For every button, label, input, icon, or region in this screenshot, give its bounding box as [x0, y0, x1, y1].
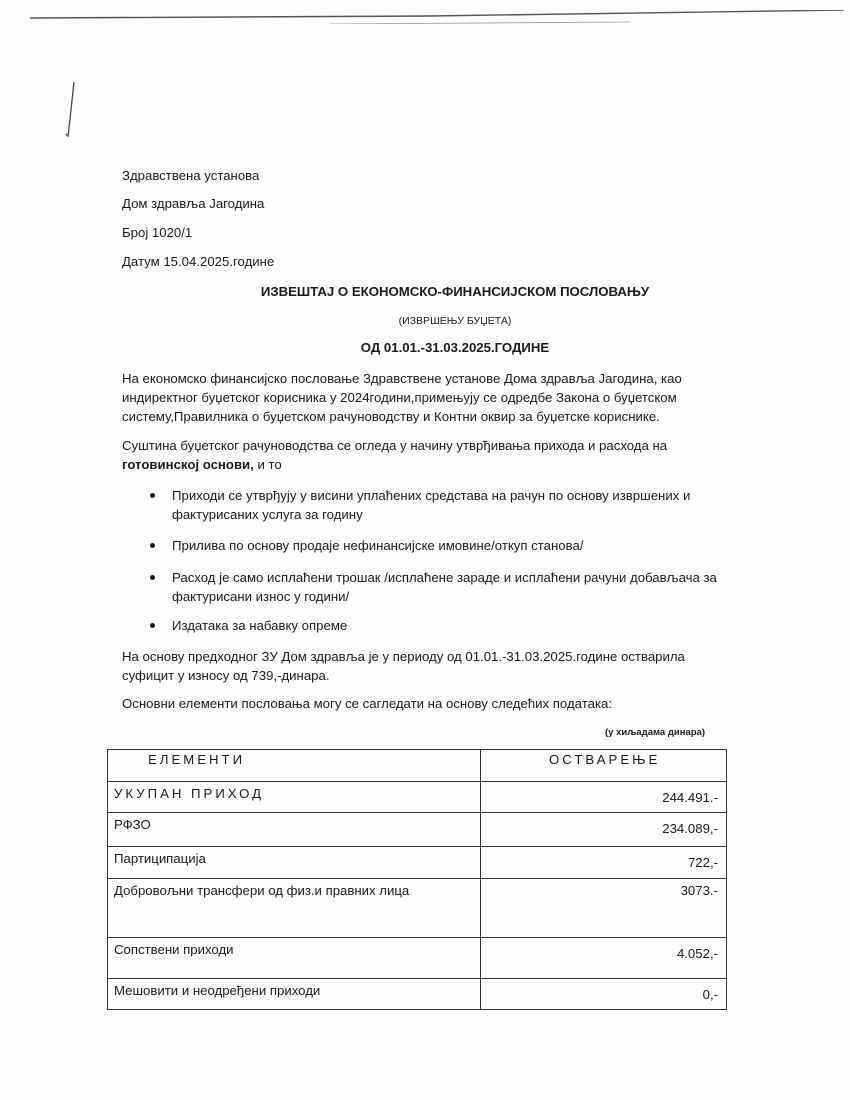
row-name: Сопствени приходи	[108, 938, 481, 979]
table-header-row	[108, 750, 727, 782]
institution-type: Здравствена установа	[122, 168, 260, 183]
col-header-realization: ОСТВАРЕЊЕ	[481, 750, 727, 782]
elements-intro: Основни елементи пословања могу се сагледати на основу следећих података:	[122, 696, 613, 711]
table-row	[108, 782, 727, 813]
pen-mark	[62, 80, 78, 140]
row-value: 244.491.-	[481, 782, 727, 813]
bullet-icon	[150, 493, 155, 498]
row-value: 234.089,-	[481, 813, 727, 847]
table-row	[108, 938, 727, 979]
units-note: (у хиљадама динара)	[605, 727, 705, 738]
table-row	[108, 879, 727, 938]
row-value: 4.052,-	[481, 938, 727, 979]
accounting-paragraph-bold: готовинској основи,	[122, 457, 254, 472]
row-name: Партиципација	[108, 847, 481, 879]
table-row	[108, 813, 727, 847]
elements-table	[107, 749, 727, 1010]
table-row	[108, 847, 727, 879]
surplus-paragraph: На основу предходног ЗУ Дом здравља је у периоду од 01.01.-31.03.2025.године остварила суфицит у износу од 739,-динара.	[122, 649, 685, 683]
bullet-icon	[150, 575, 155, 580]
document-date: Датум 15.04.2025.године	[122, 254, 275, 269]
list-item: Приходи се утврђују у висини уплаћених средстава на рачун по основу извршених и фактурисаних услуга за годину	[150, 486, 740, 524]
row-name: РФЗО	[108, 813, 481, 847]
institution-name: Дом здравља Јагодина	[122, 196, 265, 211]
row-name: Мешовити и неодређени приходи	[108, 979, 481, 1010]
scan-edge-line	[30, 10, 844, 24]
row-name: Добровољни трансфери од физ.и правних лица	[108, 879, 481, 938]
col-header-elements: ЕЛЕМЕНТИ	[108, 750, 481, 782]
list-item: Издатака за набавку опреме	[150, 616, 740, 635]
row-value: 722,-	[481, 847, 727, 879]
row-name: УКУПАН ПРИХОД	[108, 782, 481, 813]
intro-paragraph: На економско финансијско пословање Здравствене установе Дома здравља Јагодина, као индиректног буџетског корисника у 2024години,примењују се одредбе Закона о буџетском систему,Правилника о буџетском рачуноводству и Контни оквир за буџетске кориснике.	[122, 371, 682, 424]
bullet-icon	[150, 623, 155, 628]
list-item: Расход је само исплаћени трошак /исплаћене зараде и исплаћени рачуни добављача за фактурисани износ у години/	[150, 568, 740, 606]
document-number: Број 1020/1	[122, 225, 193, 240]
row-value: 3073.-	[481, 879, 727, 938]
table-row	[108, 979, 727, 1010]
report-subtitle: (ИЗВРШЕЊУ БУЏЕТА)	[398, 315, 512, 327]
accounting-paragraph-start: Суштина буџетског рачуноводства се огледа у начину утврђивања прихода и расхода на	[122, 438, 668, 453]
bullet-icon	[150, 543, 155, 548]
accounting-paragraph	[122, 436, 734, 474]
row-value: 0,-	[481, 979, 727, 1010]
report-title: ИЗВЕШТАЈ О ЕКОНОМСКО-ФИНАНСИЈСКОМ ПОСЛОВАЊУ	[260, 284, 650, 299]
list-item: Прилива по основу продаје нефинансијске имовине/откуп станова/	[150, 536, 740, 555]
report-period: ОД 01.01.-31.03.2025.ГОДИНЕ	[360, 340, 550, 355]
accounting-paragraph-end: и то	[253, 457, 282, 472]
